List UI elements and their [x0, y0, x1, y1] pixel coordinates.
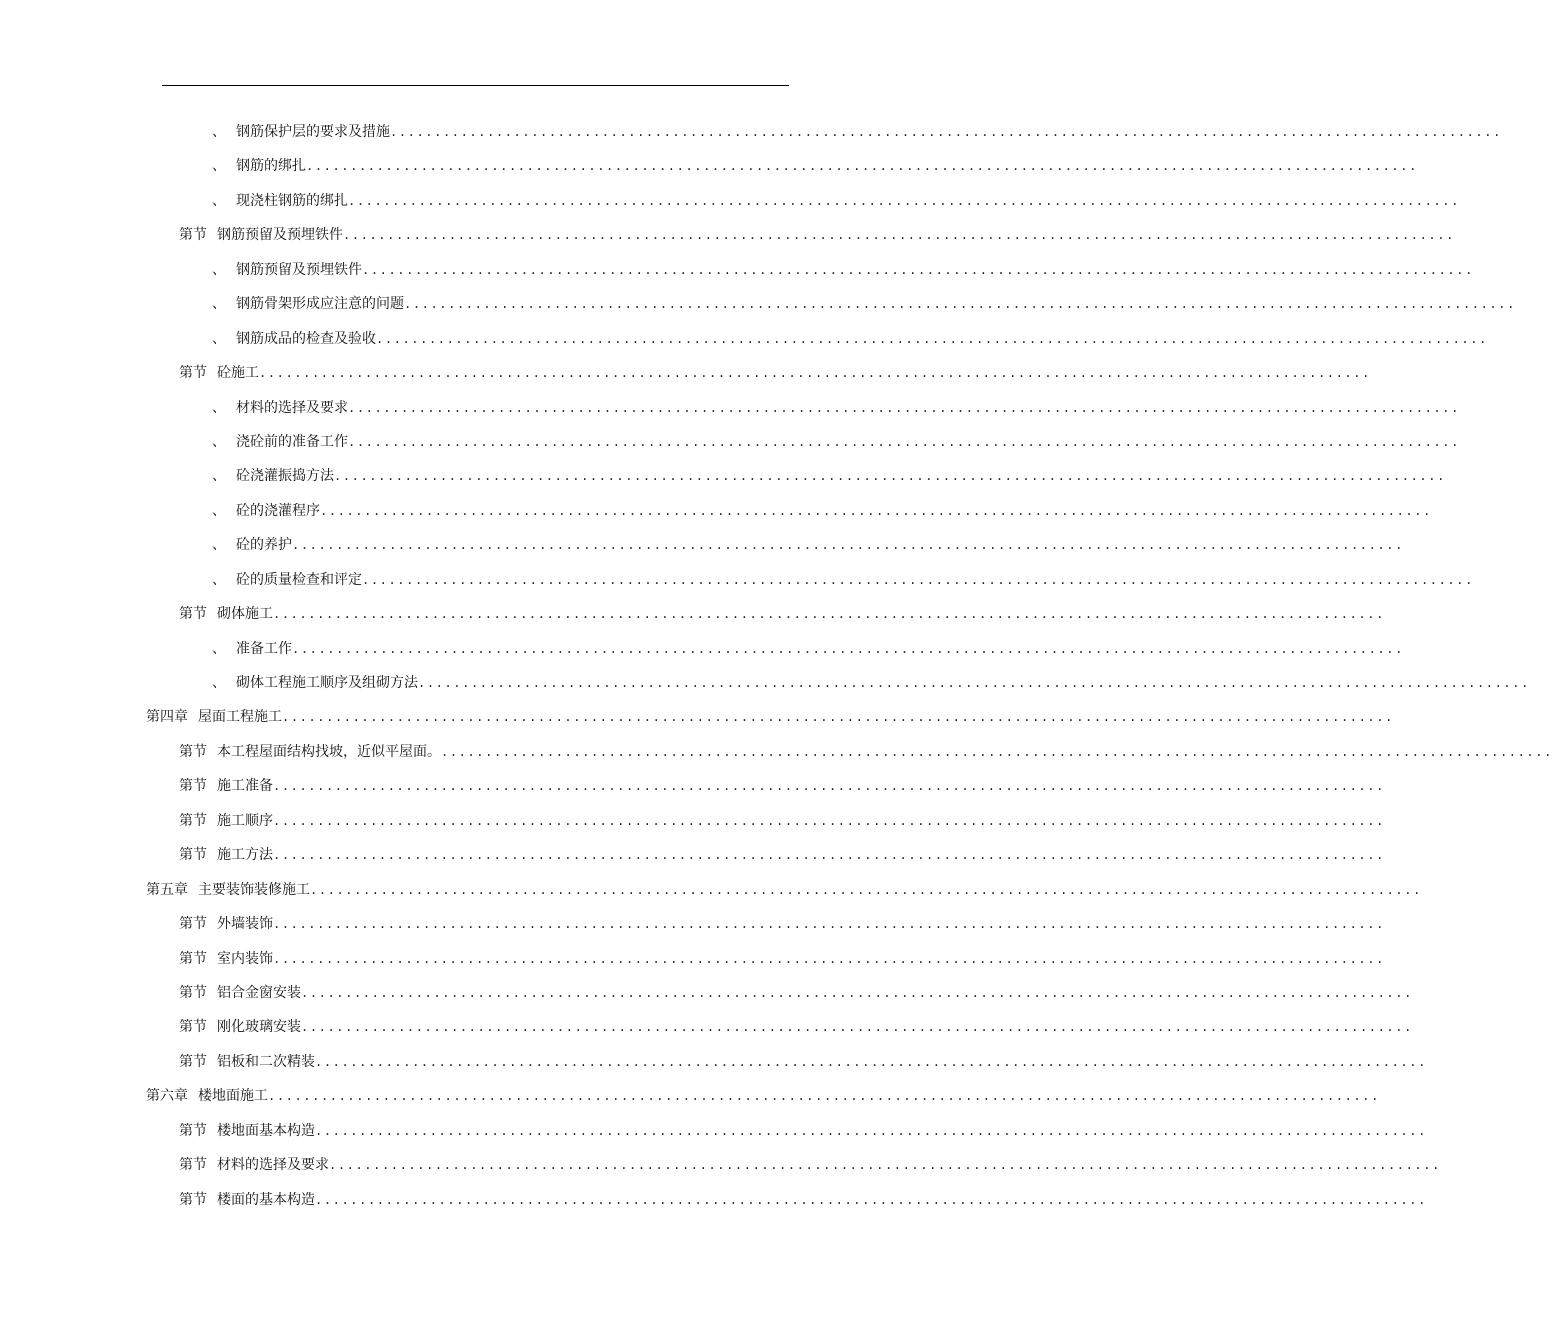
toc-dot-leader: .............................................................................................................................. — [334, 469, 1446, 484]
toc-entry-prefix: 第节 — [179, 847, 207, 864]
toc-dot-leader: .............................................................................................................................. — [315, 1192, 1427, 1207]
toc-entry-line — [146, 881, 1422, 899]
toc-entry-title: 楼地面基本构造 — [217, 1122, 315, 1139]
toc-entry-line — [179, 1053, 1427, 1071]
toc-dot-leader: .............................................................................................................................. — [310, 882, 1422, 897]
toc-entry-line — [212, 467, 1446, 485]
toc-entry-prefix: 第节 — [179, 1157, 207, 1174]
toc-entry-section[interactable] — [0, 358, 1371, 392]
toc-entry-prefix: 第节 — [179, 950, 207, 967]
toc-entry-prefix: 、 — [212, 640, 226, 657]
table-of-contents — [0, 117, 1553, 1219]
toc-entry-section[interactable] — [0, 1047, 1427, 1081]
toc-entry-title: 现浇柱钢筋的绑扎 — [236, 192, 348, 209]
toc-entry-item[interactable] — [0, 255, 1474, 289]
toc-entry-section[interactable] — [0, 909, 1385, 943]
toc-entry-line — [179, 984, 1413, 1002]
toc-entry-section[interactable] — [0, 737, 1553, 771]
toc-dot-leader: .............................................................................................................................. — [404, 297, 1516, 312]
toc-entry-prefix: 、 — [212, 537, 226, 554]
toc-entry-title: 主要装饰装修施工 — [198, 881, 310, 898]
toc-entry-line — [179, 226, 1455, 244]
toc-entry-section[interactable] — [0, 220, 1455, 254]
toc-entry-prefix: 第节 — [179, 1122, 207, 1139]
toc-entry-prefix: 、 — [212, 433, 226, 450]
toc-entry-item[interactable] — [0, 393, 1460, 427]
toc-entry-item[interactable] — [0, 496, 1432, 530]
toc-entry-title: 砌体施工 — [217, 606, 273, 623]
toc-dot-leader: .............................................................................................................................. — [348, 434, 1460, 449]
toc-dot-leader: .............................................................................................................................. — [390, 125, 1502, 139]
toc-entry-title: 钢筋的绑扎 — [236, 158, 306, 175]
toc-entry-section[interactable] — [0, 1116, 1427, 1150]
toc-entry-line — [179, 777, 1385, 795]
toc-entry-item[interactable] — [0, 565, 1474, 599]
toc-dot-leader: .............................................................................................................................. — [329, 1158, 1441, 1173]
toc-entry-title: 材料的选择及要求 — [236, 399, 348, 416]
toc-dot-leader: .............................................................................................................................. — [418, 676, 1530, 690]
toc-entry-title: 施工方法 — [217, 847, 273, 864]
toc-entry-line — [212, 399, 1460, 417]
toc-dot-leader: .............................................................................................................................. — [259, 366, 1371, 381]
toc-dot-leader: .............................................................................................................................. — [273, 607, 1385, 622]
toc-entry-title: 施工顺序 — [217, 812, 273, 829]
toc-entry-section[interactable] — [0, 771, 1385, 805]
toc-dot-leader: .............................................................................................................................. — [362, 262, 1474, 277]
toc-dot-leader: .............................................................................................................................. — [306, 159, 1418, 174]
toc-entry-item[interactable] — [0, 186, 1460, 220]
toc-entry-line — [212, 433, 1460, 451]
toc-dot-leader: .............................................................................................................................. — [268, 1089, 1380, 1104]
toc-entry-prefix: 第节 — [179, 812, 207, 829]
toc-entry-prefix: 、 — [212, 158, 226, 175]
toc-entry-section[interactable] — [0, 944, 1385, 978]
toc-entry-item[interactable] — [0, 461, 1446, 495]
toc-entry-line — [179, 743, 1553, 761]
toc-entry-item[interactable] — [0, 324, 1488, 358]
toc-entry-title: 材料的选择及要求 — [217, 1157, 329, 1174]
toc-entry-prefix: 、 — [212, 192, 226, 209]
toc-entry-line — [179, 1191, 1427, 1209]
toc-entry-title: 钢筋骨架形成应注意的问题 — [236, 296, 404, 313]
toc-entry-chapter[interactable] — [0, 702, 1394, 736]
toc-entry-prefix: 第五章 — [146, 881, 188, 898]
toc-dot-leader: .............................................................................................................................. — [282, 710, 1394, 725]
toc-entry-section[interactable] — [0, 978, 1413, 1012]
toc-entry-item[interactable] — [0, 530, 1404, 564]
toc-entry-title: 铝合金窗安装 — [217, 984, 301, 1001]
toc-dot-leader: .............................................................................................................................. — [273, 917, 1385, 932]
toc-entry-title: 本工程屋面结构找坡，近似平屋面。 — [217, 743, 441, 760]
toc-entry-item[interactable] — [0, 634, 1404, 668]
toc-entry-prefix: 第节 — [179, 743, 207, 760]
toc-dot-leader: .............................................................................................................................. — [292, 641, 1404, 656]
toc-entry-line — [179, 364, 1371, 382]
toc-entry-prefix: 、 — [212, 124, 226, 140]
toc-entry-line — [179, 1156, 1441, 1174]
toc-entry-prefix: 第节 — [179, 365, 207, 382]
toc-dot-leader: .............................................................................................................................. — [273, 951, 1385, 966]
toc-entry-line — [179, 605, 1385, 623]
toc-entry-line — [179, 812, 1385, 830]
toc-entry-prefix: 第节 — [179, 227, 207, 244]
toc-entry-item[interactable] — [0, 427, 1460, 461]
toc-entry-prefix: 、 — [212, 399, 226, 416]
toc-entry-title: 砼的质量检查和评定 — [236, 571, 362, 588]
toc-entry-title: 浇砼前的准备工作 — [236, 433, 348, 450]
toc-entry-title: 钢筋预留及预埋铁件 — [236, 261, 362, 278]
toc-entry-title: 楼地面施工 — [198, 1088, 268, 1105]
toc-entry-prefix: 、 — [212, 502, 226, 519]
toc-entry-line — [179, 1122, 1427, 1140]
toc-dot-leader: .............................................................................................................................. — [441, 744, 1553, 759]
toc-dot-leader: .............................................................................................................................. — [315, 1054, 1427, 1069]
toc-dot-leader: .............................................................................................................................. — [301, 1020, 1413, 1035]
toc-entry-prefix: 、 — [212, 261, 226, 278]
toc-dot-leader: .............................................................................................................................. — [273, 813, 1385, 828]
toc-entry-title: 刚化玻璃安装 — [217, 1019, 301, 1036]
toc-entry-item[interactable] — [0, 117, 1502, 151]
toc-entry-prefix: 第节 — [179, 778, 207, 795]
toc-entry-prefix: 第四章 — [146, 709, 188, 726]
toc-entry-title: 铝板和二次精装 — [217, 1053, 315, 1070]
toc-entry-item[interactable] — [0, 151, 1418, 185]
toc-entry-title: 屋面工程施工 — [198, 709, 282, 726]
toc-entry-line — [212, 674, 1530, 692]
toc-entry-prefix: 、 — [212, 296, 226, 313]
toc-entry-title: 准备工作 — [236, 640, 292, 657]
toc-entry-title: 砼的浇灌程序 — [236, 502, 320, 519]
toc-entry-section[interactable] — [0, 1185, 1427, 1219]
toc-entry-prefix: 第节 — [179, 1053, 207, 1070]
toc-dot-leader: .............................................................................................................................. — [320, 503, 1432, 518]
toc-entry-line — [179, 950, 1385, 968]
toc-entry-line — [212, 295, 1516, 313]
toc-entry-line — [179, 1018, 1413, 1036]
toc-dot-leader: .............................................................................................................................. — [273, 848, 1385, 863]
toc-entry-item[interactable] — [0, 668, 1530, 702]
toc-entry-title: 施工准备 — [217, 778, 273, 795]
toc-entry-prefix: 、 — [212, 675, 226, 691]
toc-entry-line — [212, 123, 1502, 141]
toc-entry-title: 砼浇灌振捣方法 — [236, 468, 334, 485]
toc-entry-section[interactable] — [0, 1012, 1413, 1046]
toc-entry-section[interactable] — [0, 599, 1385, 633]
toc-entry-prefix: 第节 — [179, 984, 207, 1001]
toc-dot-leader: .............................................................................................................................. — [273, 779, 1385, 794]
toc-entry-title: 钢筋预留及预埋铁件 — [217, 227, 343, 244]
toc-entry-line — [212, 571, 1474, 589]
toc-entry-prefix: 、 — [212, 571, 226, 588]
toc-entry-section[interactable] — [0, 840, 1385, 874]
toc-entry-line — [212, 192, 1460, 210]
toc-entry-title: 钢筋保护层的要求及措施 — [236, 124, 390, 140]
header-rule — [162, 85, 789, 86]
toc-entry-title: 砼的养护 — [236, 537, 292, 554]
toc-entry-section[interactable] — [0, 806, 1385, 840]
toc-entry-line — [212, 261, 1474, 279]
toc-entry-chapter[interactable] — [0, 875, 1422, 909]
toc-entry-prefix: 第节 — [179, 1191, 207, 1208]
toc-entry-title: 砌体工程施工顺序及组砌方法 — [236, 675, 418, 691]
toc-entry-item[interactable] — [0, 289, 1516, 323]
toc-entry-title: 砼施工 — [217, 365, 259, 382]
toc-entry-prefix: 、 — [212, 330, 226, 347]
toc-dot-leader: .............................................................................................................................. — [343, 228, 1455, 243]
toc-entry-line — [179, 915, 1385, 933]
toc-dot-leader: .............................................................................................................................. — [315, 1123, 1427, 1138]
toc-entry-prefix: 第节 — [179, 916, 207, 933]
toc-entry-chapter[interactable] — [0, 1081, 1380, 1115]
toc-dot-leader: .............................................................................................................................. — [292, 538, 1404, 553]
toc-entry-line — [146, 708, 1394, 726]
toc-entry-title: 外墙装饰 — [217, 916, 273, 933]
toc-entry-line — [212, 157, 1418, 175]
toc-dot-leader: .............................................................................................................................. — [376, 331, 1488, 346]
toc-entry-section[interactable] — [0, 1150, 1441, 1184]
toc-entry-prefix: 、 — [212, 468, 226, 485]
toc-entry-prefix: 第节 — [179, 606, 207, 623]
toc-dot-leader: .............................................................................................................................. — [301, 985, 1413, 1000]
toc-entry-title: 钢筋成品的检查及验收 — [236, 330, 376, 347]
toc-dot-leader: .............................................................................................................................. — [362, 572, 1474, 587]
toc-entry-line — [212, 536, 1404, 554]
toc-entry-line — [179, 846, 1385, 864]
toc-entry-prefix: 第六章 — [146, 1088, 188, 1105]
toc-entry-title: 室内装饰 — [217, 950, 273, 967]
toc-entry-line — [212, 330, 1488, 348]
toc-entry-title: 楼面的基本构造 — [217, 1191, 315, 1208]
toc-entry-line — [212, 640, 1404, 658]
toc-entry-prefix: 第节 — [179, 1019, 207, 1036]
toc-dot-leader: .............................................................................................................................. — [348, 400, 1460, 415]
toc-dot-leader: .............................................................................................................................. — [348, 193, 1460, 208]
toc-entry-line — [146, 1087, 1380, 1105]
toc-entry-line — [212, 502, 1432, 520]
